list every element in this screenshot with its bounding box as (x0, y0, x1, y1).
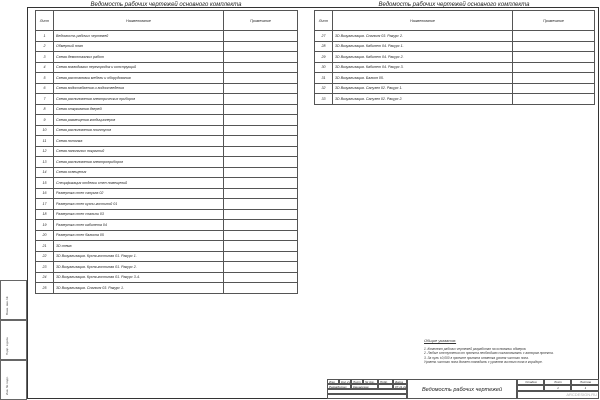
cell-note (224, 104, 298, 115)
cell-name: Схема напольных покрытий (54, 146, 224, 157)
cell-note (513, 41, 595, 52)
strip-cell-sign-date (0, 320, 27, 360)
table-row (36, 62, 298, 73)
cell-num: 21 (36, 241, 54, 252)
table-row (315, 41, 595, 52)
strip-cell-inv-orig (0, 360, 27, 400)
cell-note (224, 251, 298, 262)
cell-note (513, 62, 595, 73)
cell-num: 1 (36, 31, 54, 42)
cell-name: Обмерный план (54, 41, 224, 52)
cell-note (224, 188, 298, 199)
cell-name: Развертка стен кухни-гостиной 01 (54, 199, 224, 210)
cell-note (224, 136, 298, 147)
table-row (36, 272, 298, 283)
table-row (315, 73, 595, 84)
cell-num: 7 (36, 94, 54, 105)
cell-name: Развертка стен кабинета 04 (54, 220, 224, 231)
cell-num: 29 (315, 52, 333, 63)
cell-name: 3D схема (54, 241, 224, 252)
cell-num: 17 (36, 199, 54, 210)
cell-name: Схема открывания дверей (54, 104, 224, 115)
cell-num: 9 (36, 115, 54, 126)
cell-num: 4 (36, 62, 54, 73)
cell-note (224, 283, 298, 294)
cell-num: 30 (315, 62, 333, 73)
cell-name: Развертка стен балкона 05 (54, 230, 224, 241)
cell-note (224, 73, 298, 84)
cell-note (224, 125, 298, 136)
cell-num: 6 (36, 83, 54, 94)
cell-name: Развертка стен санузла 02 (54, 188, 224, 199)
cell-note (224, 83, 298, 94)
strip-label-sign-date: Подп. и дата (5, 337, 9, 355)
stamp-sheets-total: 1 (571, 385, 599, 391)
cell-note (224, 41, 298, 52)
right-header-note: Примечание (513, 11, 595, 31)
cell-name: Схема расположения плинтусов (54, 125, 224, 136)
cell-note (513, 83, 595, 94)
stamp-sheet-num: 1 (544, 385, 571, 391)
right-header-num: Лист (315, 11, 333, 31)
table-row (36, 262, 298, 273)
table-row (36, 31, 298, 42)
cell-note (224, 146, 298, 157)
cell-name: 3D Визуализация. Спальня 03. Ракурс 1. (54, 283, 224, 294)
cell-note (224, 209, 298, 220)
stamp-sheet-title: Ведомость рабочих чертежей (407, 379, 517, 399)
stamp-role: Разработал (327, 384, 351, 389)
general-notes (424, 339, 594, 365)
cell-name: Спецификация отделки стен помещений (54, 178, 224, 189)
table-row (315, 83, 595, 94)
stamp-sheet-label: Лист (544, 379, 571, 385)
table-row (36, 146, 298, 157)
table-row (315, 52, 595, 63)
cell-note (224, 230, 298, 241)
cell-name: 3D Визуализация. Кабинет 04. Ракурс 2. (333, 52, 513, 63)
left-table-title: Ведомость рабочих чертежей основного комплекта (90, 2, 242, 8)
cell-name: 3D Визуализация. Кабинет 04. Ракурс 1. (333, 41, 513, 52)
cell-name: Ведомость рабочих чертежей (54, 31, 224, 42)
table-row (36, 83, 298, 94)
table-row (36, 136, 298, 147)
table-row (36, 230, 298, 241)
strip-label-inv-orig: Инв. № подл. (5, 376, 9, 395)
cell-name: Схема демонтажных работ (54, 52, 224, 63)
table-row (36, 251, 298, 262)
cell-note (224, 272, 298, 283)
table-row (36, 73, 298, 84)
cell-name: 3D Визуализация. Балкон 05. (333, 73, 513, 84)
table-row (36, 220, 298, 231)
cell-name: Схема расположения электроприборов (54, 157, 224, 168)
cell-note (224, 52, 298, 63)
cell-note (224, 157, 298, 168)
cell-note (513, 73, 595, 84)
stamp-col-izm: Изм. (327, 379, 339, 384)
right-table-title: Ведомость рабочих чертежей основного комплекта (378, 2, 530, 8)
cell-name: Схема водоснабжения и водоотведения (54, 83, 224, 94)
notes-line: 1. Комплект рабочих чертежей разработан на основании обмеров. (424, 346, 527, 351)
cell-note (224, 262, 298, 273)
table-row (36, 104, 298, 115)
left-header-note: Примечание (224, 11, 298, 31)
cell-num: 19 (36, 220, 54, 231)
table-row (315, 31, 595, 42)
table-row (36, 283, 298, 294)
cell-num: 16 (36, 188, 54, 199)
table-row (36, 178, 298, 189)
cell-num: 33 (315, 94, 333, 105)
cell-note (224, 115, 298, 126)
cell-note (224, 178, 298, 189)
cell-num: 5 (36, 73, 54, 84)
cell-num: 31 (315, 73, 333, 84)
cell-num: 20 (36, 230, 54, 241)
cell-num: 12 (36, 146, 54, 157)
cell-num: 11 (36, 136, 54, 147)
cell-note (224, 199, 298, 210)
cell-name: Схема размещения кондиционеров (54, 115, 224, 126)
cell-num: 27 (315, 31, 333, 42)
watermark: ARCDESIGN.RU (566, 392, 597, 397)
table-row (36, 125, 298, 136)
cell-name: Схема расстановки мебели и оборудования (54, 73, 224, 84)
cell-num: 24 (36, 272, 54, 283)
cell-name: Схема расположения электрических приборов (54, 94, 224, 105)
right-header-name: Наименование (333, 11, 513, 31)
stamp-date: 07.11.22 (395, 385, 407, 389)
table-row (36, 41, 298, 52)
cell-name: Схема потолка (54, 136, 224, 147)
stamp-sheets-label: Листов (571, 379, 599, 385)
cell-num: 23 (36, 262, 54, 273)
strip-cell-inv-dup (0, 280, 27, 320)
table-row (315, 94, 595, 105)
cell-num: 32 (315, 83, 333, 94)
notes-heading: Общие указания: (424, 338, 457, 343)
cell-name: 3D Визуализация. Кухня-гостиная 01. Ракурс 3-4. (54, 272, 224, 283)
stamp-author: Кашарская (351, 384, 378, 389)
cell-num: 22 (36, 251, 54, 262)
table-row (36, 167, 298, 178)
cell-name: 3D Визуализация. Кухня-гостиная 01. Ракурс 1. (54, 251, 224, 262)
notes-line: 2. Любые отступления от проекта необходимо согласовывать с автором проекта. (424, 351, 554, 356)
table-row (36, 94, 298, 105)
table-row (36, 115, 298, 126)
cell-note (224, 220, 298, 231)
stamp-col-sign: Подп. (378, 379, 393, 384)
left-header-name: Наименование (54, 11, 224, 31)
cell-num: 2 (36, 41, 54, 52)
title-block (327, 379, 599, 399)
table-row (36, 157, 298, 168)
table-row (36, 209, 298, 220)
stamp-row-empty (327, 394, 407, 399)
cell-note (224, 31, 298, 42)
cell-name: Схема освещения (54, 167, 224, 178)
cell-name: 3D Визуализация. Спальня 03. Ракурс 2. (333, 31, 513, 42)
table-row (315, 62, 595, 73)
left-strip (0, 280, 27, 400)
left-drawings-table (35, 10, 298, 294)
cell-note (224, 241, 298, 252)
cell-name: 3D Визуализация. Кухня-гостиная 01. Ракурс 2. (54, 262, 224, 273)
stamp-col-list: Лист (351, 379, 363, 384)
cell-note (224, 62, 298, 73)
cell-num: 18 (36, 209, 54, 220)
table-row (36, 52, 298, 63)
cell-note (513, 31, 595, 42)
cell-name: 3D Визуализация. Санузел 02. Ракурс 1. (333, 83, 513, 94)
cell-note (513, 94, 595, 105)
stamp-col-date: Дата (393, 379, 407, 384)
cell-name: 3D Визуализация. Санузел 02. Ракурс 2. (333, 94, 513, 105)
cell-name: Развертка стен спальни 03 (54, 209, 224, 220)
cell-name: 3D Визуализация. Кабинет 04. Ракурс 3. (333, 62, 513, 73)
cell-num: 14 (36, 167, 54, 178)
cell-name: Схема возводимых перегородок и конструкций (54, 62, 224, 73)
right-drawings-table (314, 10, 595, 105)
table-row (36, 188, 298, 199)
left-table-header-row (36, 11, 298, 31)
stamp-col-kol: Кол.уч (341, 380, 350, 384)
table-row (36, 199, 298, 210)
cell-num: 25 (36, 283, 54, 294)
cell-num: 8 (36, 104, 54, 115)
cell-num: 3 (36, 52, 54, 63)
cell-note (224, 94, 298, 105)
cell-num: 28 (315, 41, 333, 52)
stamp-stage-label: Стадия (517, 379, 544, 385)
table-row (36, 241, 298, 252)
stamp-col-doc: № док. (363, 379, 378, 384)
left-header-num: Лист (36, 11, 54, 31)
cell-note (513, 52, 595, 63)
notes-line: Уровень чистого пола должен совпадать с уровнем чистого пола в коридоре. (424, 360, 543, 365)
cell-note (224, 167, 298, 178)
right-table-header-row (315, 11, 595, 31)
cell-num: 10 (36, 125, 54, 136)
cell-num: 13 (36, 157, 54, 168)
notes-line: 3. За нуль ±0,000 в проекте принята отметка уровня чистого пола. (424, 355, 529, 360)
strip-label-inv-dup: Взам. инв. № (5, 296, 9, 315)
cell-num: 15 (36, 178, 54, 189)
